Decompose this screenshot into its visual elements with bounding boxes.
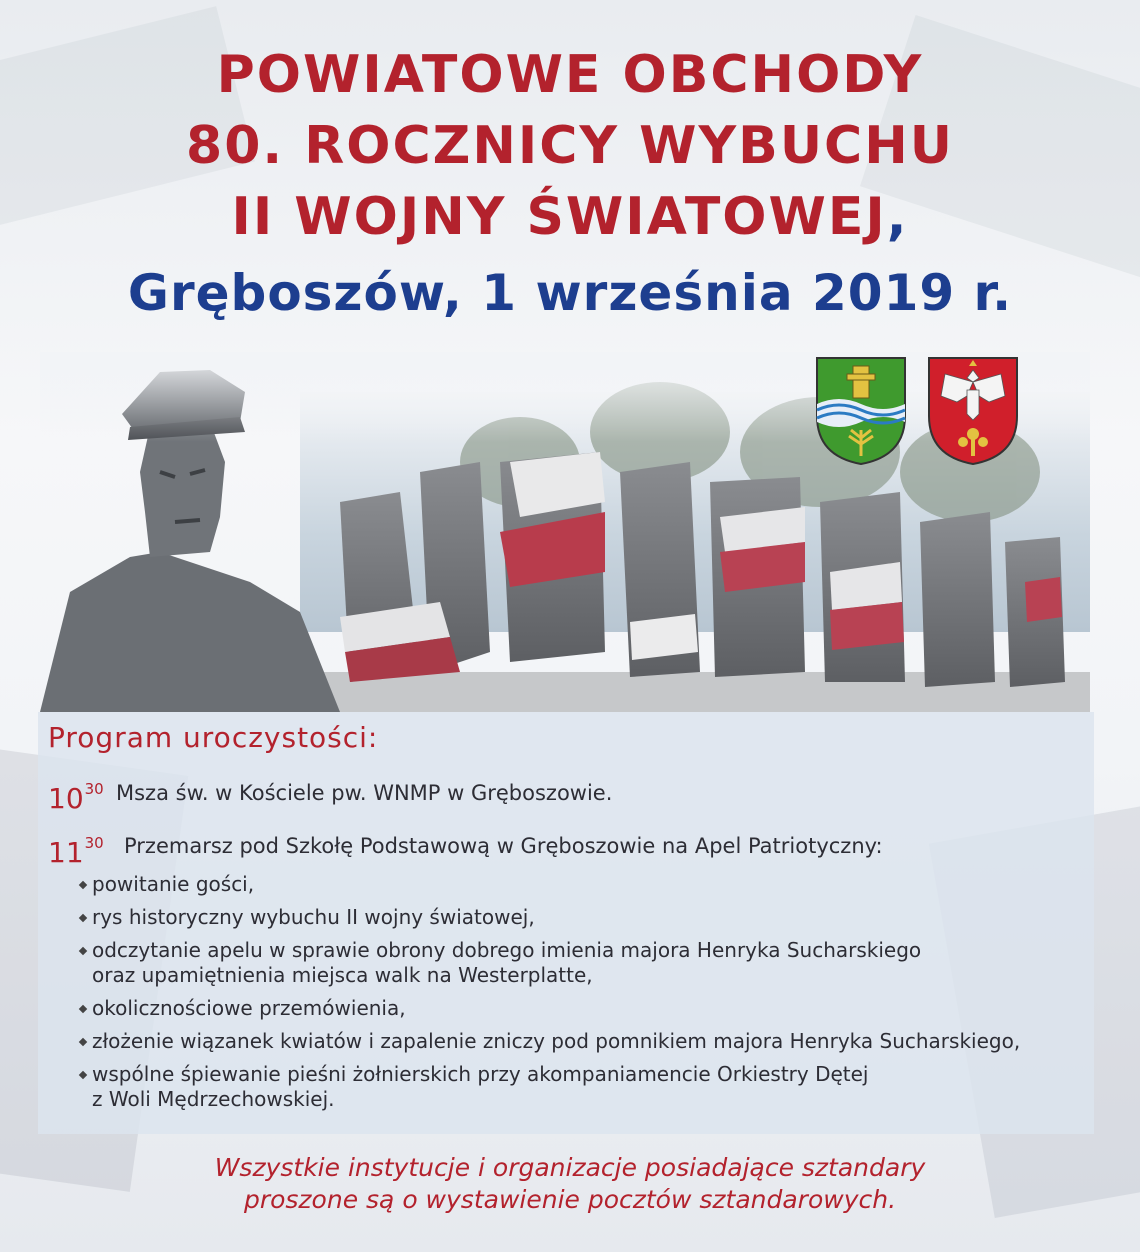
red-eagle-crest-icon [927, 356, 1019, 466]
list-item-text: rys historyczny wybuchu II wojny światowej, [92, 905, 535, 929]
list-item [80, 1029, 1100, 1054]
list-item [80, 996, 1100, 1021]
list-item-text: okolicznościowe przemówienia, [92, 996, 406, 1020]
list-item [80, 905, 1100, 930]
title-comma: , [886, 187, 909, 247]
bullet-icon [79, 881, 87, 889]
title-line-3-text: II WOJNY ŚWIATOWEJ [231, 187, 887, 247]
list-item-text: wspólne śpiewanie pieśni żołnierskich przy akompaniamencie Orkiestry Dętej [92, 1062, 869, 1086]
title-line-2: 80. ROCZNICY WYBUCHU [186, 116, 954, 176]
program-heading: Program uroczystości: [48, 721, 379, 754]
bullet-icon [79, 947, 87, 955]
program-entry-1-text: Msza św. w Kościele pw. WNMP w Gręboszowie. [116, 781, 613, 805]
list-item-text: złożenie wiązanek kwiatów i zapalenie zniczy pod pomnikiem majora Henryka Sucharskiego, [92, 1029, 1021, 1053]
program-time-2 [48, 826, 104, 870]
list-item [80, 1062, 1100, 1112]
footer-line-2: proszone są o wystawienie pocztów sztandarowych. [243, 1185, 897, 1214]
subtitle-date-place: Gręboszów, 1 września 2019 r. [127, 264, 1013, 322]
footer-line-1: Wszystkie instytucje i organizacje posiadające sztandary [214, 1153, 926, 1182]
list-item-text: powitanie gości, [92, 872, 255, 896]
bullet-icon [79, 1071, 87, 1079]
title-line-1: POWIATOWE OBCHODY [216, 45, 924, 105]
list-item-text-continued: z Woli Mędrzechowskiej. [92, 1087, 335, 1111]
bullet-icon [79, 1005, 87, 1013]
footer-notice [0, 1152, 1140, 1216]
time-2-minutes: 30 [84, 834, 104, 852]
list-item-text: odczytanie apelu w sprawie obrony dobrego imienia majora Henryka Sucharskiego [92, 938, 922, 962]
time-2-hour: 11 [48, 836, 84, 869]
time-1-hour: 10 [48, 782, 84, 815]
bullet-icon [79, 1038, 87, 1046]
list-item-text-continued: oraz upamiętnienia miejsca walk na Westerplatte, [92, 963, 593, 987]
program-time-1 [48, 772, 104, 816]
list-item [80, 938, 1100, 988]
program-items-list [80, 872, 1100, 1120]
title-line-3 [0, 186, 1140, 248]
bullet-icon [79, 914, 87, 922]
time-1-minutes: 30 [84, 780, 104, 798]
green-gmina-crest-icon [815, 356, 907, 466]
list-item [80, 872, 1100, 897]
program-entry-2-text: Przemarsz pod Szkołę Podstawową w Gręboszowie na Apel Patriotyczny: [124, 834, 883, 858]
